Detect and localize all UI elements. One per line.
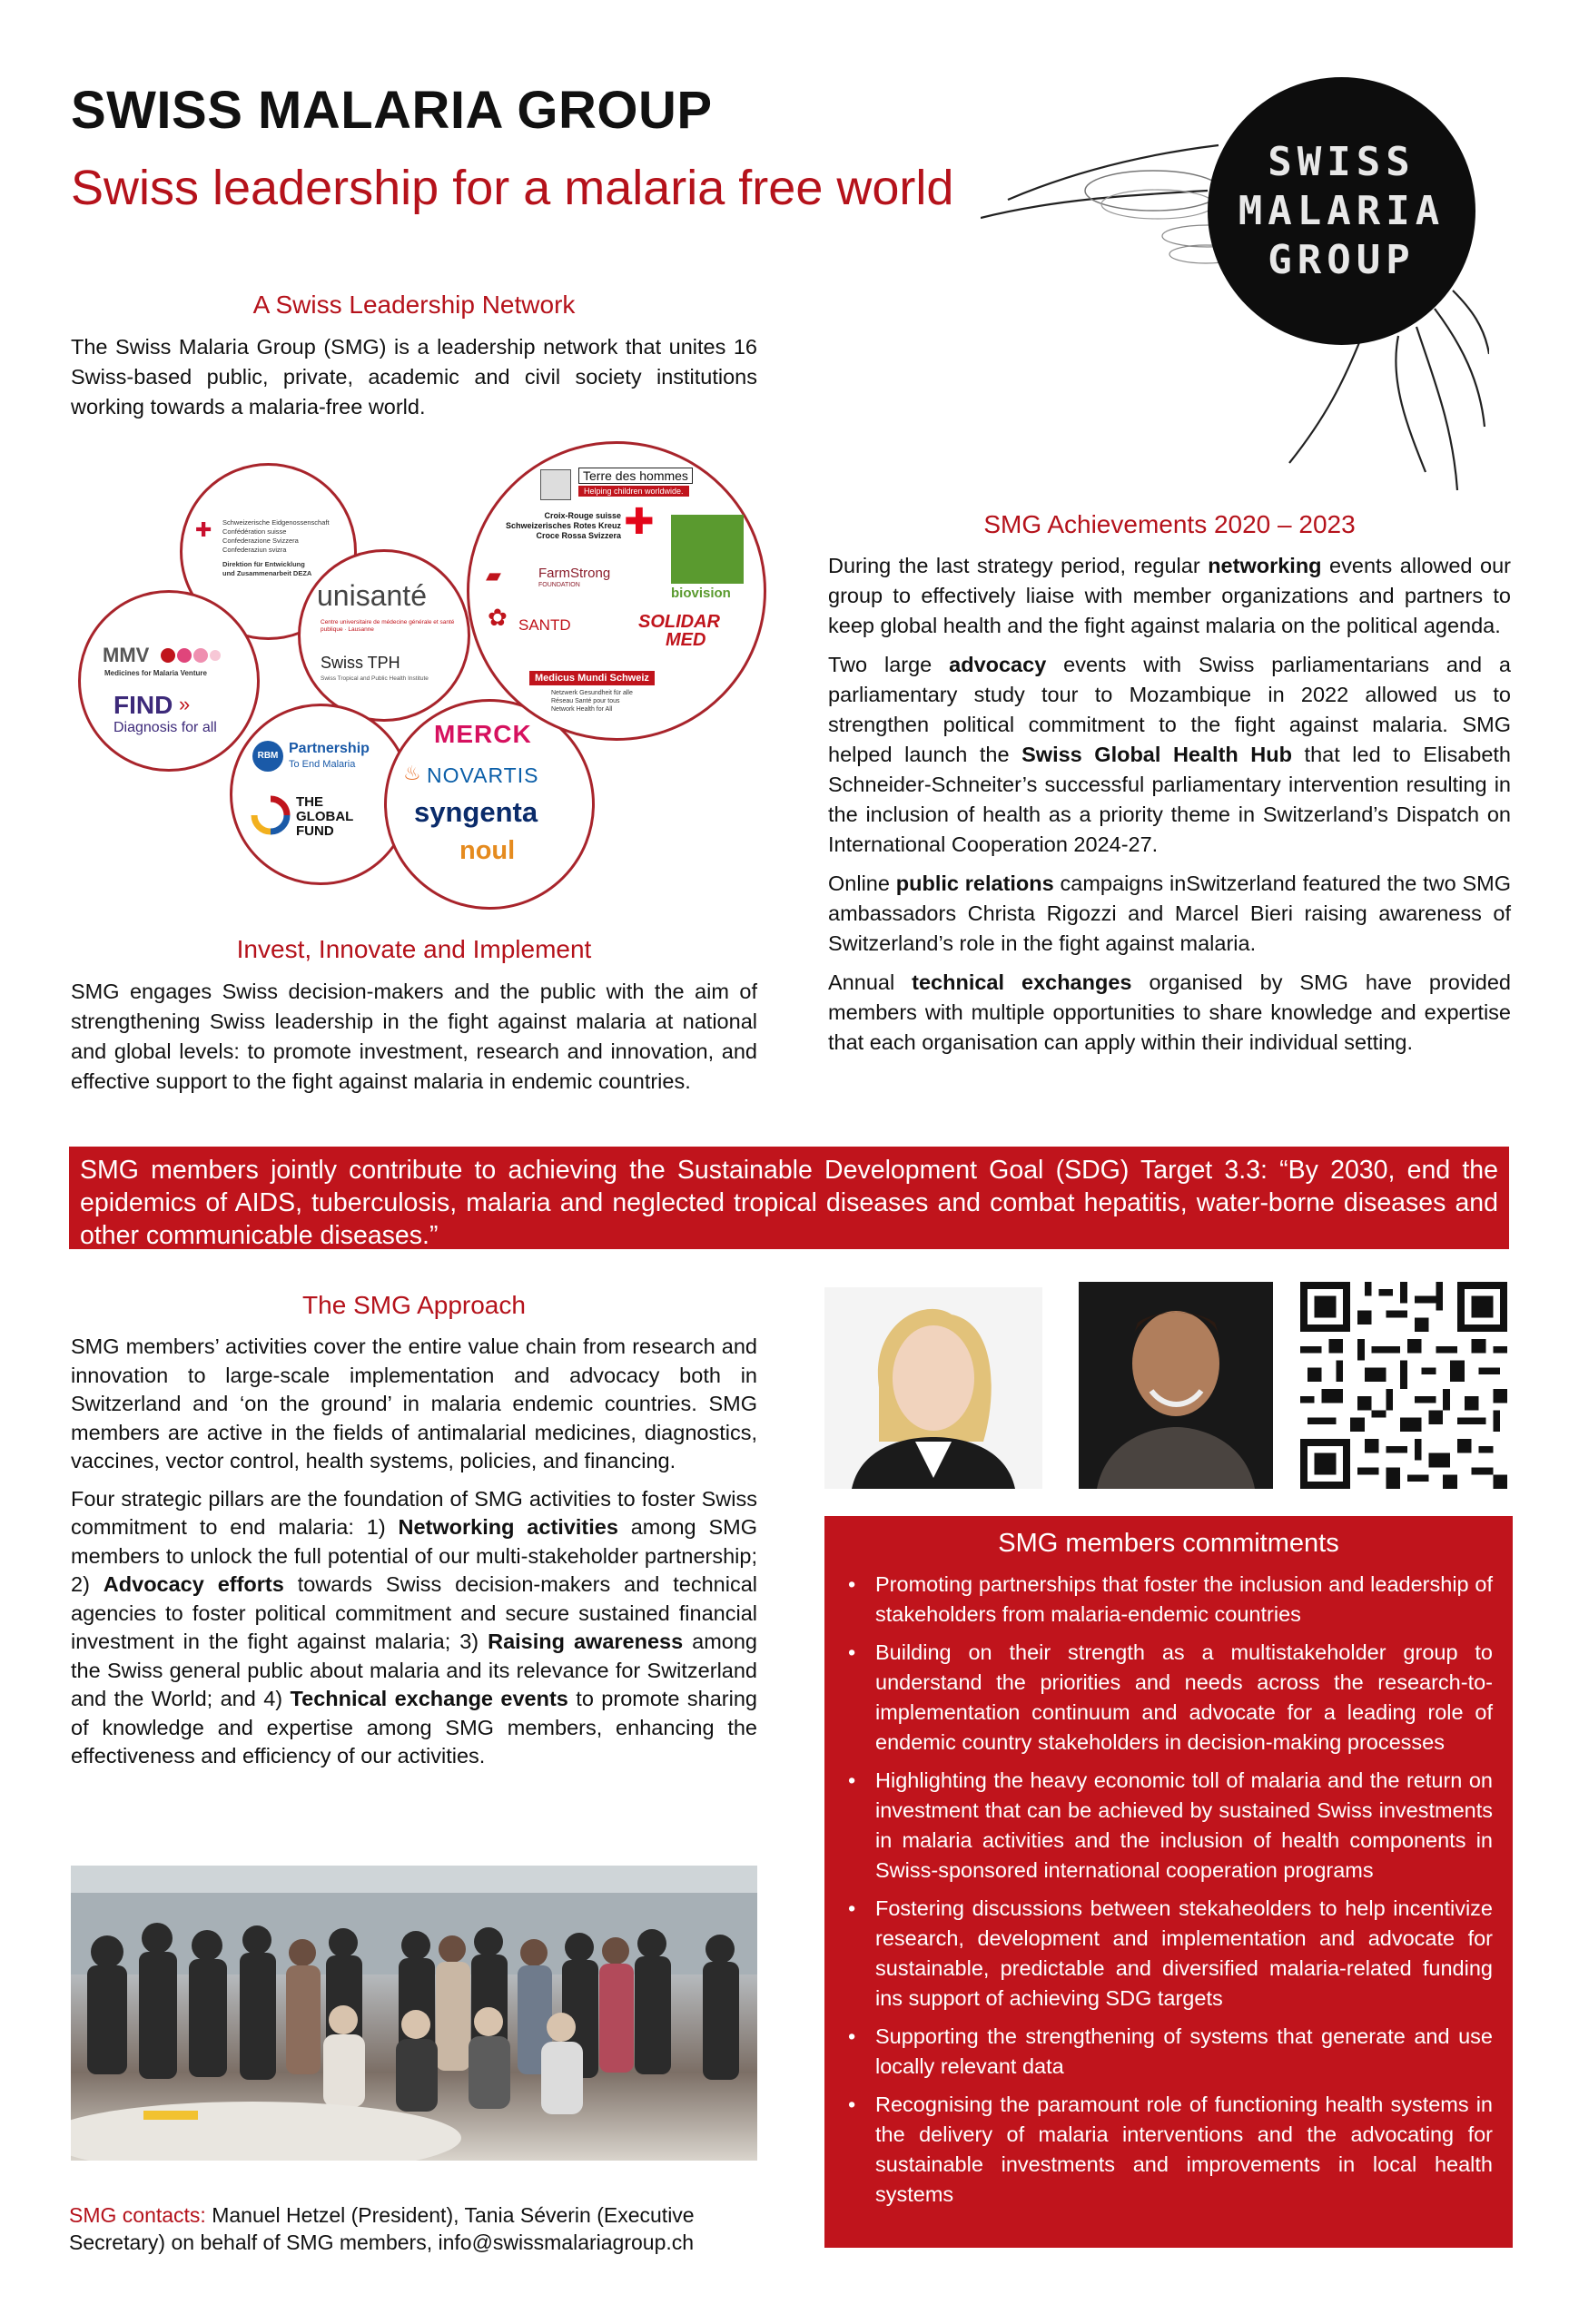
mm-line: Réseau Santé pour tous bbox=[551, 698, 620, 704]
biovision-logo: biovision bbox=[671, 586, 731, 601]
invest-text: SMG engages Swiss decision-makers and the public with the aim of strengthening Swiss leadership in the fight against malaria at national and global levels: to promote investment, research and innovation, and effective support to the fight against malaria in endemic countries. bbox=[71, 980, 757, 1093]
sdg-banner: SMG members jointly contribute to achieving the Sustainable Development Goal (SDG) Target 3.3: “By 2030, end the epidemics of AIDS, tuberculosis, malaria and neglected tropical diseases and combat hepatitis, water-borne diseases and other communicable diseases.” bbox=[69, 1147, 1509, 1249]
mmv-sub: Medicines for Malaria Venture bbox=[104, 669, 207, 677]
gf-line: THE bbox=[296, 794, 323, 810]
sdc-line: Direktion für Entwicklung bbox=[222, 560, 305, 568]
achievement-advocacy bbox=[828, 650, 1511, 860]
logo-circle bbox=[1208, 77, 1475, 345]
contacts-text: Manuel Hetzel (President), Tania Séverin (Executive Secretary) on behalf of SMG members, info@swissmalariagroup.ch bbox=[69, 2203, 695, 2254]
medicus-sub bbox=[551, 689, 633, 714]
network-heading: A Swiss Leadership Network bbox=[252, 290, 576, 319]
approach-pillars bbox=[71, 1485, 757, 1771]
smg-logo bbox=[981, 36, 1489, 508]
ambassador-image bbox=[1079, 1282, 1273, 1489]
novartis-flame-icon: ♨ bbox=[403, 762, 421, 784]
text-run: that led to Elisabeth Schneider-Schneiter’s successful parliamentary intervention resulting in the inclusion of health as a priority theme in Switzerland’s Dispatch on International Cooperation 2024-27. bbox=[828, 743, 1512, 856]
redcross-icon: ✚ bbox=[624, 502, 655, 542]
text-run: Annual bbox=[828, 970, 913, 994]
mmv-dots-icon bbox=[159, 645, 222, 665]
farmstrong-icon: ▰ bbox=[486, 564, 501, 586]
farmstrong-sub: FOUNDATION bbox=[538, 582, 580, 588]
network-text: The Swiss Malaria Group (SMG) is a leadership network that unites 16 Swiss-based public, private, academic and civil society institutions working towards a malaria-free world. bbox=[71, 335, 757, 419]
text-run: among the Swiss general public about malaria and its relevance for Switzerland and the World; and 4) bbox=[71, 1630, 758, 1710]
rc-line: Schweizerisches Rotes Kreuz bbox=[506, 521, 622, 530]
gf-line: FUND bbox=[296, 823, 334, 839]
biovision-icon bbox=[671, 515, 744, 584]
text-run: Four strategic pillars are the foundation of SMG activities to foster Swiss commitment to end malaria: 1) bbox=[71, 1486, 757, 1539]
bold-run: Swiss Global Health Hub bbox=[1021, 743, 1292, 766]
redcross-logo bbox=[506, 511, 621, 541]
bold-run: Networking activities bbox=[398, 1515, 618, 1539]
text-run: Online bbox=[828, 872, 896, 895]
text-run: organised by SMG have provided members with multiple opportunities to share knowledge and expertise that each organisation can apply within their individual setting. bbox=[828, 970, 1512, 1054]
text-run: During the last strategy period, regular bbox=[828, 554, 1209, 577]
text-run: to promote sharing of knowledge and expertise among SMG members, enhancing the effectiveness and efficiency of our activities. bbox=[71, 1687, 757, 1768]
bold-run: technical exchanges bbox=[912, 970, 1132, 994]
approach-text bbox=[71, 1333, 757, 1780]
bold-run: networking bbox=[1208, 554, 1322, 577]
rbm-partnership: Partnership bbox=[289, 741, 370, 756]
unisante-logo: unisanté bbox=[317, 579, 427, 612]
approach-paragraph: SMG members’ activities cover the entire value chain from research and innovation to large-scale implementation and advocacy both in Switzerland and ‘on the ground’ in malaria endemic countries. SMG members are active in the fields of antimalarial medicines, diagnostics, vaccines, vector control, health systems, policies, and financing. bbox=[71, 1334, 757, 1472]
tdh-logo: Terre des hommes bbox=[578, 468, 693, 484]
sm-line: SOLIDAR bbox=[638, 612, 720, 632]
text-run: among SMG members to unlock the full potential of our multi-stakeholder partnership; 2) bbox=[71, 1515, 757, 1596]
sdc-line: Confederaziun svizra bbox=[222, 546, 287, 554]
rbm-sub: To End Malaria bbox=[289, 759, 356, 770]
achievement-networking bbox=[828, 551, 1511, 641]
poster-title: SWISS MALARIA GROUP bbox=[71, 81, 713, 140]
ambassador-photo-bieri bbox=[1079, 1282, 1273, 1489]
mm-line: Network Health for All bbox=[551, 706, 613, 713]
unisante-sub: Centre universitaire de médecine générale et santé publique · Lausanne bbox=[321, 619, 455, 633]
commitment-item: • Highlighting the heavy economic toll of malaria and the return on investment that can be achieved by sustained Swiss investments in malaria activities and the inclusion of health components in Swiss-sponsored international cooperation programs bbox=[844, 1766, 1493, 1886]
achievements-heading: SMG Achievements 2020 – 2023 bbox=[983, 510, 1356, 538]
bold-run: public relations bbox=[895, 872, 1054, 895]
commitment-item: • Promoting partnerships that foster the inclusion and leadership of stakeholders from malaria-endemic countries bbox=[844, 1570, 1493, 1630]
sm-line: MED bbox=[666, 630, 706, 650]
commitment-item: • Building on their strength as a multistakeholder group to understand the priorities and needs across the research-to-implementation continuum and advocate for a leading role of endemic country stakeholders in decision-making processes bbox=[844, 1638, 1493, 1758]
farmstrong-logo: FarmStrong bbox=[538, 566, 611, 581]
achievement-technical bbox=[828, 968, 1511, 1058]
gf-line: GLOBAL bbox=[296, 809, 354, 824]
bold-run: Advocacy efforts bbox=[103, 1572, 284, 1596]
noul-logo: noul bbox=[459, 836, 516, 865]
achievement-pr bbox=[828, 869, 1511, 959]
find-logo: FIND bbox=[113, 691, 173, 719]
group-photo bbox=[71, 1866, 757, 2161]
ambassador-photo-rigozzi bbox=[824, 1287, 1042, 1489]
commitments-heading: SMG members commitments bbox=[998, 1529, 1339, 1558]
bold-run: Technical exchange events bbox=[290, 1687, 568, 1710]
commitments-box bbox=[824, 1516, 1513, 2248]
sdc-line: Schweizerische Eidgenossenschaft bbox=[222, 518, 330, 527]
logo-line: SWISS bbox=[1268, 138, 1416, 185]
rc-line: Croce Rossa Svizzera bbox=[536, 531, 622, 540]
mmv-logo: MMV bbox=[103, 644, 150, 666]
bubble-unisante-tph bbox=[298, 549, 470, 722]
commitment-item: • Fostering discussions between stekaheolders to help incentivize research, development and implementation and advocate for sustainable, predictable and diversified malaria-related funding ins support of achieving SDG targets bbox=[844, 1894, 1493, 2014]
poster-subtitle: Swiss leadership for a malaria free world bbox=[71, 161, 954, 215]
swisstph-logo: Swiss TPH bbox=[321, 654, 400, 672]
find-arrows-icon: » bbox=[179, 693, 191, 715]
qr-code[interactable] bbox=[1300, 1282, 1507, 1489]
medicus-logo: Medicus Mundi Schweiz bbox=[529, 671, 655, 685]
contacts-label: SMG contacts: bbox=[69, 2203, 206, 2227]
group-photo-image bbox=[71, 1866, 757, 2161]
qr-code-icon bbox=[1300, 1282, 1507, 1489]
mm-line: Netzwerk Gesundheit für alle bbox=[551, 690, 633, 696]
sdc-line: Confederazione Svizzera bbox=[222, 537, 299, 545]
solidarmed-logo bbox=[638, 613, 720, 649]
bubble-mmv-find bbox=[78, 590, 260, 772]
commitment-item: • Recognising the paramount role of functioning health systems in the delivery of malaria interventions and the advocating for sustainable investments and improvements in local health systems bbox=[844, 2090, 1493, 2210]
achievements-text bbox=[828, 551, 1511, 1067]
santd-icon: ✿ bbox=[488, 604, 508, 631]
bold-run: advocacy bbox=[949, 653, 1047, 676]
text-run: events with Swiss parliamentarians and a parliamentary study tour to Mozambique in 2022 allowed us to strengthen political commitment to the fight against malaria. SMG helped launch the bbox=[828, 653, 1511, 766]
bold-run: Raising awareness bbox=[488, 1630, 684, 1653]
logo-line: GROUP bbox=[1268, 236, 1416, 283]
sdc-line: und Zusammenarbeit DEZA bbox=[222, 569, 312, 577]
tdh-sub: Helping children worldwide. bbox=[578, 486, 689, 497]
find-sub: Diagnosis for all bbox=[113, 720, 217, 735]
global-fund-logo bbox=[296, 795, 353, 839]
commitment-item: • Supporting the strengthening of systems that generate and use locally relevant data bbox=[844, 2022, 1493, 2082]
sdc-line: Confédération suisse bbox=[222, 527, 287, 536]
santd-logo: SANTD bbox=[518, 616, 571, 634]
member-bubbles bbox=[71, 445, 779, 908]
swisstph-sub: Swiss Tropical and Public Health Institute bbox=[321, 675, 429, 682]
swiss-cross-icon: ✚ bbox=[195, 518, 212, 541]
tdh-face-icon bbox=[540, 469, 571, 500]
approach-heading: The SMG Approach bbox=[302, 1291, 526, 1319]
merck-logo: MERCK bbox=[434, 720, 532, 748]
ambassador-image bbox=[824, 1287, 1042, 1489]
syngenta-logo: syngenta bbox=[414, 796, 538, 828]
sdc-logo bbox=[222, 518, 330, 578]
rbm-logo: RBM bbox=[252, 741, 283, 772]
commitments-list bbox=[844, 1570, 1493, 2210]
rc-line: Croix-Rouge suisse bbox=[544, 511, 622, 520]
contacts bbox=[69, 2201, 759, 2256]
text-run: Two large bbox=[828, 653, 950, 676]
invest-heading: Invest, Innovate and Implement bbox=[236, 935, 592, 963]
logo-line: MALARIA bbox=[1238, 187, 1446, 234]
text-run: campaigns inSwitzerland featured the two SMG ambassadors Christa Rigozzi and Marcel Bieri raising awareness of Switzerland’s role in the fight against malaria. bbox=[828, 872, 1512, 955]
novartis-logo: NOVARTIS bbox=[427, 763, 539, 787]
global-fund-icon bbox=[251, 795, 291, 835]
bubble-civil-society bbox=[467, 441, 766, 741]
text-run: events allowed our group to effectively liaise with member organizations and partners to keep global health and the fight against malaria on the political agenda. bbox=[828, 554, 1511, 637]
text-run: towards Swiss decision-makers and technical agencies to foster political commitment and secure sustained financial investment in the fight against malaria; 3) bbox=[71, 1572, 757, 1653]
